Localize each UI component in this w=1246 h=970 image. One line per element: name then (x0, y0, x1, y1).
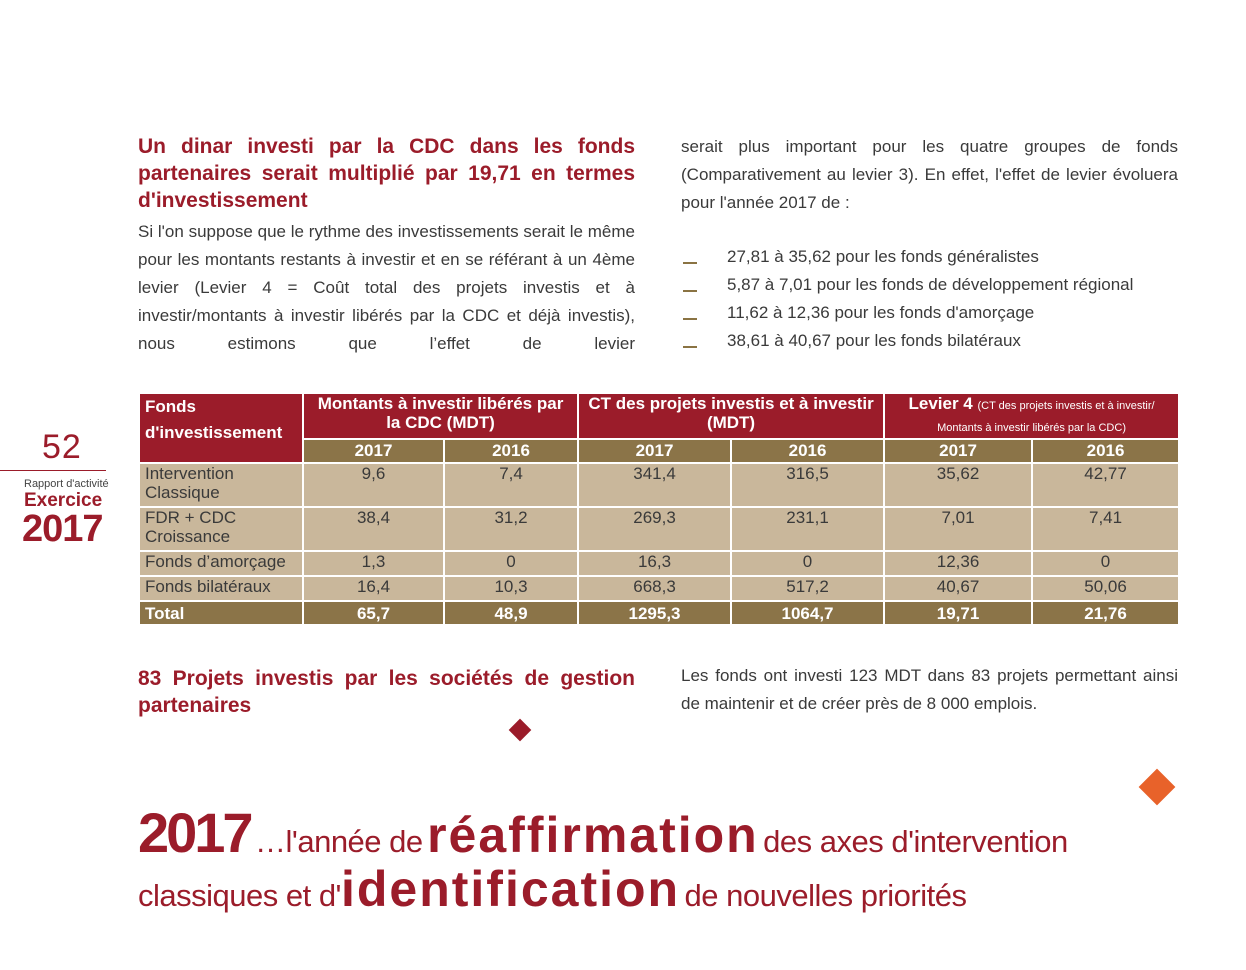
tagline-line-2 (138, 860, 967, 920)
tagline-keyword: réaffirmation (427, 807, 759, 863)
section2-title: 83 Projets investis par les sociétés de gestion partenaires (138, 667, 635, 717)
table-cell: 16,3 (578, 551, 731, 576)
table-cell: 231,1 (731, 507, 884, 551)
dash-bullet-icon (683, 290, 697, 292)
row-label: Fonds d’amorçage (139, 551, 303, 576)
header-year: 2016 (731, 439, 884, 463)
dash-bullet-icon (683, 318, 697, 320)
total-cell: 1064,7 (731, 601, 884, 625)
table-cell: 31,2 (444, 507, 578, 551)
section1-right-column (681, 133, 1178, 355)
exercise-year: 2017 (22, 508, 103, 550)
table-cell: 0 (444, 551, 578, 576)
table-cell: 668,3 (578, 576, 731, 601)
header-montants: Montants à investir libérés par la CDC (MDT) (303, 393, 578, 439)
orange-diamond-icon (1139, 769, 1176, 806)
section1-paragraph-left: Si l'on suppose que le rythme des investissements serait le même pour les montants restants à investir et en se référant à un 4ème levier (Levier 4 = Coût total des projets investis et à investir/montants à investir libérés par la CDC et déjà investis), nous estimons que l’effet de levier (138, 222, 635, 353)
list-item-text: 27,81 à 35,62 pour les fonds généralistes (727, 247, 1039, 266)
tagline-keyword: identification (340, 861, 681, 917)
report-label: Rapport d'activité (24, 478, 109, 490)
total-cell: 1295,3 (578, 601, 731, 625)
table-cell: 7,4 (444, 463, 578, 507)
row-label: Intervention Classique (139, 463, 303, 507)
diamond-icon (509, 719, 532, 742)
total-label: Total (139, 601, 303, 625)
header-ct: CT des projets investis et à investir (MDT) (578, 393, 884, 439)
table-cell: 269,3 (578, 507, 731, 551)
tagline-text: de nouvelles priorités (684, 878, 967, 913)
list-item (681, 327, 1178, 355)
page-number: 52 (42, 428, 82, 466)
list-item (681, 271, 1178, 299)
table-cell: 42,77 (1032, 463, 1179, 507)
header-year: 2017 (884, 439, 1032, 463)
row-label: Fonds bilatéraux (139, 576, 303, 601)
table-row (139, 507, 1179, 551)
table-cell: 50,06 (1032, 576, 1179, 601)
funds-table (138, 392, 1180, 626)
tagline-text: des axes d'intervention (763, 824, 1068, 859)
header-year: 2016 (444, 439, 578, 463)
tagline-text: …l'année de (255, 824, 423, 859)
table-row (139, 576, 1179, 601)
table-cell: 0 (731, 551, 884, 576)
section1-title: Un dinar investi par la CDC dans les fonds partenaires serait multiplié par 19,71 en termes d'investissement (138, 135, 635, 212)
table-cell: 38,4 (303, 507, 444, 551)
levier-list (681, 243, 1178, 355)
table-cell: 35,62 (884, 463, 1032, 507)
total-cell: 65,7 (303, 601, 444, 625)
table-cell: 9,6 (303, 463, 444, 507)
exercise-label: Exercice (24, 490, 103, 511)
list-item (681, 299, 1178, 327)
header-year: 2017 (303, 439, 444, 463)
list-item-text: 11,62 à 12,36 pour les fonds d'amorçage (727, 303, 1035, 322)
table-row (139, 551, 1179, 576)
total-cell: 48,9 (444, 601, 578, 625)
header-levier-note: (CT des projets investis et à investir/ Montants à investir libérés par la CDC) (937, 400, 1155, 434)
section1-paragraph-right: serait plus important pour les quatre groupes de fonds (Comparativement au levier 3). En effet, l'effet de levier évoluera pour l'année 2017 de : (681, 137, 1178, 212)
table-cell: 12,36 (884, 551, 1032, 576)
list-item-text: 38,61 à 40,67 pour les fonds bilatéraux (727, 331, 1021, 350)
table-total-row (139, 601, 1179, 625)
table-cell: 1,3 (303, 551, 444, 576)
section2-left-column (138, 665, 635, 719)
table-cell: 7,41 (1032, 507, 1179, 551)
table-cell: 517,2 (731, 576, 884, 601)
dash-bullet-icon (683, 346, 697, 348)
tagline-year: 2017 (138, 801, 251, 864)
total-cell: 21,76 (1032, 601, 1179, 625)
table-cell: 7,01 (884, 507, 1032, 551)
header-levier-title: Levier 4 (908, 394, 973, 413)
section1-left-column (138, 133, 635, 358)
table-cell: 0 (1032, 551, 1179, 576)
dash-bullet-icon (683, 262, 697, 264)
row-label: FDR + CDC Croissance (139, 507, 303, 551)
margin-divider (0, 470, 106, 471)
header-levier (884, 393, 1179, 439)
table-cell: 316,5 (731, 463, 884, 507)
table-cell: 40,67 (884, 576, 1032, 601)
header-fonds: Fonds d'investissement (139, 393, 303, 463)
table-cell: 10,3 (444, 576, 578, 601)
tagline-text: classiques et d' (138, 878, 341, 913)
funds-table-wrapper (138, 392, 1178, 626)
list-item (681, 243, 1178, 271)
section2-paragraph: Les fonds ont investi 123 MDT dans 83 projets permettant ainsi de maintenir et de créer près de 8 000 emplois. (681, 666, 1178, 713)
list-item-text: 5,87 à 7,01 pour les fonds de développement régional (727, 275, 1134, 294)
table-row (139, 463, 1179, 507)
table-cell: 341,4 (578, 463, 731, 507)
header-year: 2016 (1032, 439, 1179, 463)
table-cell: 16,4 (303, 576, 444, 601)
total-cell: 19,71 (884, 601, 1032, 625)
header-year: 2017 (578, 439, 731, 463)
section2-right-column (681, 662, 1178, 718)
